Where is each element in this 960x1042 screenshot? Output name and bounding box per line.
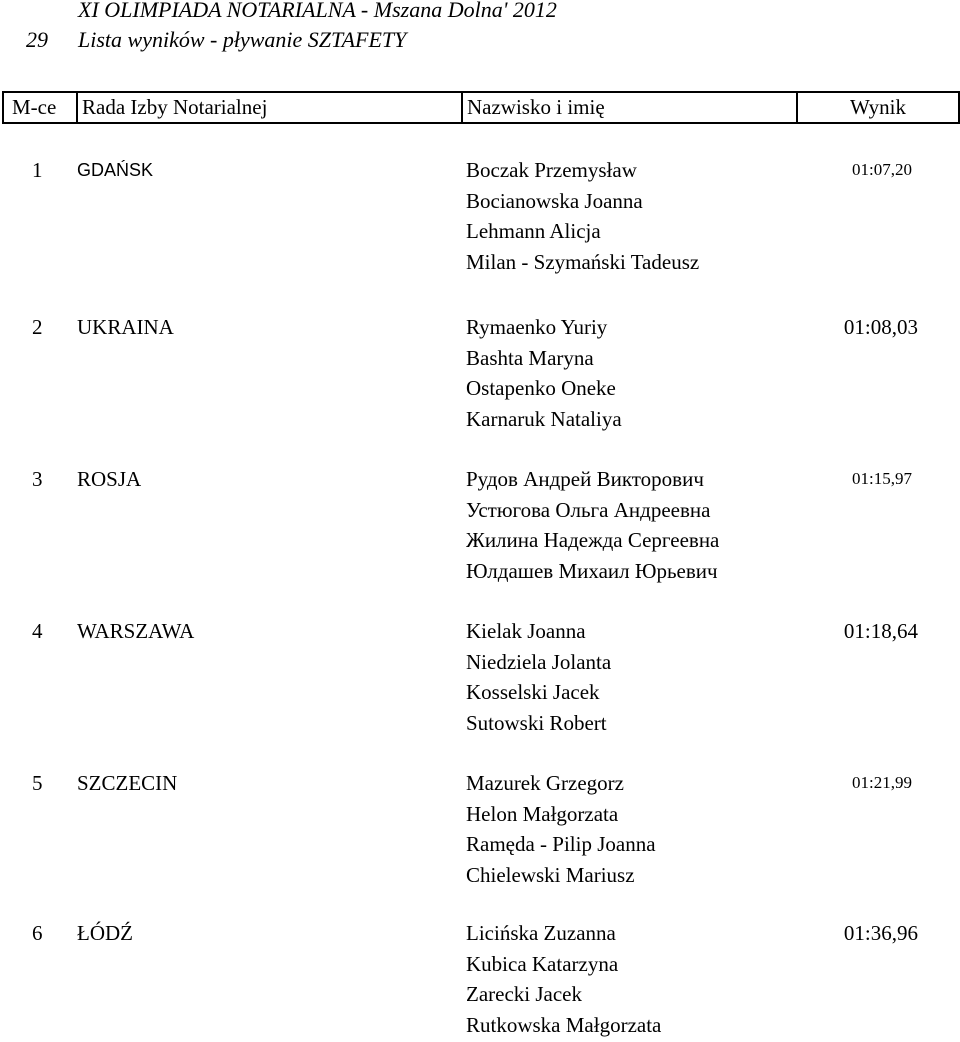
member-name: Sutowski Robert [466, 710, 607, 735]
member-list [466, 918, 661, 1040]
entry-council: GDAŃSK [77, 160, 154, 180]
member-name: Жилина Надежда Сергеевна [466, 528, 720, 552]
member-name: Bocianowska Joanna [466, 188, 643, 213]
entry-council: WARSZAWA [77, 619, 195, 643]
member-name: Rymaenko Yuriy [466, 315, 608, 339]
member-list [466, 155, 699, 277]
member-name: Lehmann Alicja [466, 219, 601, 243]
entry-place: 2 [32, 315, 43, 339]
member-list [466, 616, 611, 738]
member-name: Bashta Maryna [466, 345, 594, 370]
header-result: Wynik [850, 95, 906, 119]
member-name: Юлдашев Михаил Юрьевич [466, 558, 718, 583]
entry-council: ŁÓDŹ [77, 921, 133, 945]
header-council: Rada Izby Notarialnej [78, 93, 463, 122]
member-name: Ostapenko Oneke [466, 376, 616, 400]
member-name: Karnaruk Nataliya [466, 406, 622, 431]
entry-place: 1 [32, 158, 43, 182]
result-entry [0, 616, 960, 740]
document-subtitle: Lista wyników - pływanie SZTAFETY [78, 27, 407, 52]
document-title: XI OLIMPIADA NOTARIALNA - Mszana Dolna' 2012 [78, 0, 557, 22]
member-name: Mazurek Grzegorz [466, 771, 624, 795]
member-name: Ramęda - Pilip Joanna [466, 832, 656, 856]
entry-place: 6 [32, 921, 43, 945]
member-name: Zarecki Jacek [466, 982, 583, 1006]
entry-result: 01:07,20 [852, 160, 912, 179]
entry-result: 01:15,97 [852, 469, 912, 488]
member-list [466, 312, 622, 434]
entry-place: 4 [32, 619, 43, 643]
member-list [466, 768, 656, 890]
entry-place: 5 [32, 771, 43, 795]
member-name: Milan - Szymański Tadeusz [466, 249, 700, 274]
entry-council: UKRAINA [77, 315, 174, 339]
result-entry [0, 918, 960, 1042]
result-entry [0, 768, 960, 892]
table-header [2, 91, 960, 124]
page-number: 29 [26, 27, 48, 52]
member-name: Rutkowska Małgorzata [466, 1012, 662, 1037]
entry-council: ROSJA [77, 467, 142, 491]
result-entry [0, 312, 960, 436]
member-name: Niedziela Jolanta [466, 649, 612, 674]
member-name: Helon Małgorzata [466, 801, 619, 826]
header-place: M-ce [4, 93, 78, 122]
member-name: Chielewski Mariusz [466, 862, 635, 887]
member-name: Kubica Katarzyna [466, 951, 619, 976]
member-name: Licińska Zuzanna [466, 921, 616, 945]
member-name: Boczak Przemysław [466, 158, 637, 182]
result-entry [0, 464, 960, 588]
member-name: Kosselski Jacek [466, 680, 600, 704]
result-entry [0, 155, 960, 279]
entry-result: 01:21,99 [852, 773, 912, 792]
entry-result: 01:18,64 [843, 619, 918, 643]
entry-council: SZCZECIN [77, 771, 178, 795]
member-list [466, 464, 719, 586]
entry-result: 01:36,96 [843, 921, 918, 945]
entry-place: 3 [32, 467, 43, 491]
member-name: Kielak Joanna [466, 619, 586, 643]
entry-result: 01:08,03 [843, 315, 918, 339]
member-name: Устюгова Ольга Андреевна [466, 497, 711, 522]
member-name: Рудов Андрей Викторович [466, 467, 704, 491]
header-name: Nazwisko i imię [463, 93, 798, 122]
